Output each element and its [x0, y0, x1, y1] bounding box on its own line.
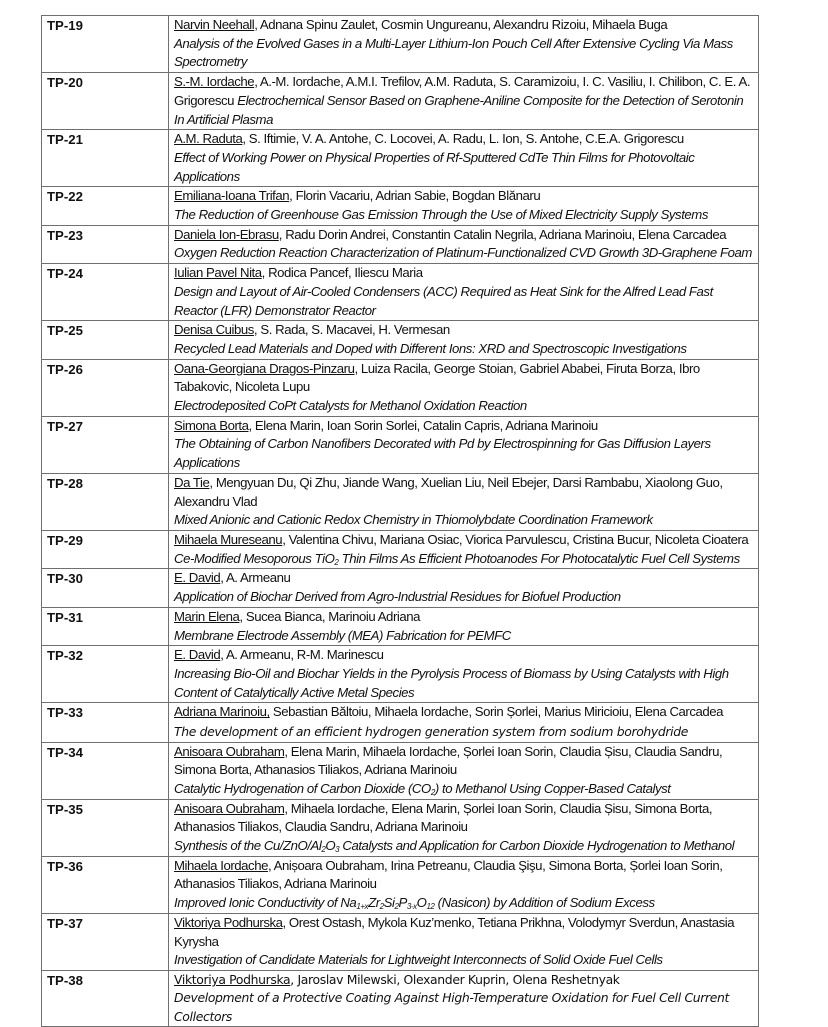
paper-details — [169, 264, 759, 321]
coauthors: , Jaroslav Milewski, Olexander Kuprin, Olena Reshetnyak — [290, 971, 620, 987]
paper-title: The Reduction of Greenhouse Gas Emission Through the Use of Mixed Electricity Supply Systems — [174, 207, 708, 223]
coauthors: Luiza Racila, George Stoian, Gabriel Ababei, Firuta Borza, Ibro Tabakovic, Nicoleta Lupu — [174, 360, 700, 395]
paper-id: TP-25 — [42, 321, 169, 359]
lead-author: Viktoriya Podhurska — [174, 971, 291, 987]
paper-details — [169, 970, 759, 1026]
paper-details — [169, 646, 759, 703]
lead-author: Iulian Pavel Nita — [174, 265, 262, 281]
coauthors: , Mihaela Iordache, Elena Marin, Șorlei Ioan Sorin, Claudia Șisu, Simona Borta, Athanasios Tiliakos, Claudia Sandru, Adriana Marinoiu — [174, 800, 713, 835]
paper-id: TP-31 — [42, 607, 169, 645]
lead-author: Mihaela Iordache — [174, 857, 268, 873]
paper-details — [169, 321, 759, 359]
lead-author: Emiliana-Ioana Trifan — [174, 188, 290, 204]
lead-author: E. David — [174, 570, 221, 586]
coauthors: , Mengyuan Du, Qi Zhu, Jiande Wang, Xuelian Liu, Neil Ebejer, Darsi Rambabu, Xiaolong Guo, Alexandru Vlad — [174, 474, 723, 509]
table-row — [42, 225, 759, 263]
lead-author: A.M. Raduta — [174, 131, 243, 147]
paper-title: Effect of Working Power on Physical Properties of Rf-Sputtered CdTe Thin Films for Photovoltaic Applications — [174, 149, 695, 184]
paper-id: TP-28 — [42, 473, 169, 530]
paper-details — [169, 530, 759, 568]
coauthors: , A.-M. Iordache, A.M.I. Trefilov, A.M. Raduta, S. Caramizoiu, I. C. Vasiliu, I. Chilibon, C. E. A. Grigorescu — [174, 74, 751, 108]
coauthors: , A. Armeanu — [220, 570, 291, 586]
lead-author: Da Tie — [174, 474, 210, 490]
table-row — [42, 607, 759, 645]
table-row — [42, 913, 759, 970]
lead-author: S.-M. Iordache — [174, 74, 255, 90]
paper-details — [169, 799, 759, 856]
paper-title: Synthesis of the $Cu/ZnO/Al_2O_3$ Catalysts and Application for Carbon Dioxide Hydrogenation to Methanol — [174, 838, 735, 855]
paper-title: Recycled Lead Materials and Doped with Different Ions: XRD and Spectroscopic Investigations — [174, 340, 687, 356]
table-row — [42, 856, 759, 913]
coauthors: , Radu Dorin Andrei, Constantin Catalin Negrila, Adriana Marinoiu, Elena Carcadea — [278, 226, 727, 242]
table-row — [42, 73, 759, 130]
lead-author: E. David — [174, 647, 221, 663]
coauthors: , Valentina Chivu, Mariana Osiac, Viorica Parvulescu, Cristina Bucur, Nicoleta Cioatera — [282, 531, 749, 547]
lead-author: Anisoara Oubraham — [174, 743, 285, 759]
lead-author: Narvin Neehall — [174, 17, 255, 32]
paper-details — [169, 607, 759, 645]
paper-id: TP-33 — [42, 703, 169, 742]
lead-author: Oana-Georgiana Dragos-Pinzaru, — [174, 360, 358, 376]
paper-title: Electrochemical Sensor Based on Graphene-Aniline Composite for the Detection of Serotonin In Artificial Plasma — [174, 92, 744, 127]
paper-details — [169, 73, 759, 130]
paper-details — [169, 856, 759, 913]
paper-id: TP-22 — [42, 187, 169, 225]
table-row — [42, 703, 759, 742]
paper-details — [169, 703, 759, 742]
paper-title: Oxygen Reduction Reaction Characterization of Platinum-Functionalized CVD Growth 3D-Graphene Foam — [174, 245, 752, 261]
paper-id: TP-36 — [42, 856, 169, 913]
paper-id: TP-29 — [42, 530, 169, 568]
paper-details — [169, 742, 759, 799]
paper-id: TP-30 — [42, 569, 169, 607]
table-row — [42, 970, 759, 1026]
table-row — [42, 742, 759, 799]
coauthors: , Orest Ostash, Mykola Kuz’menko, Tetiana Prikhna, Volodymyr Sverdun, Anastasia Kyrysha — [174, 914, 735, 949]
paper-title: Electrodeposited CoPt Catalysts for Methanol Oxidation Reaction — [174, 398, 527, 414]
paper-id: TP-24 — [42, 264, 169, 321]
table-row — [42, 416, 759, 473]
table-row — [42, 569, 759, 607]
lead-author: Anisoara Oubraham — [174, 800, 285, 816]
coauthors: , A. Armeanu, R-M. Marinescu — [220, 647, 384, 663]
table-row — [42, 530, 759, 568]
paper-details — [169, 187, 759, 225]
coauthors: , S. Iftimie, V. A. Antohe, C. Locovei, A. Radu, L. Ion, S. Antohe, C.E.A. Grigorescu — [242, 131, 684, 147]
paper-details — [169, 225, 759, 263]
paper-id: TP-27 — [42, 416, 169, 473]
paper-id: TP-34 — [42, 742, 169, 799]
paper-title: Analysis of the Evolved Gases in a Multi-Layer Lithium-Ion Pouch Cell After Extensive Cycling Via Mass Spectrometry — [174, 35, 733, 70]
lead-author: Viktoriya Podhurska — [174, 914, 283, 930]
coauthors: , Elena Marin, Ioan Sorin Sorlei, Catalin Capris, Adriana Marinoiu — [248, 417, 598, 433]
paper-title: Application of Biochar Derived from Agro-Industrial Residues for Biofuel Production — [174, 589, 621, 605]
paper-title: Catalytic Hydrogenation of Carbon Dioxide $(CO_2)$ to Methanol Using Copper-Based Catalyst — [174, 780, 671, 797]
paper-title: Ce-Modified Mesoporous TiO$_2$ Thin Films As Efficient Photoanodes For Photocatalytic Fuel Cell Systems — [174, 550, 740, 567]
table-row — [42, 799, 759, 856]
paper-title: The development of an efficient hydrogen generation system from sodium borohydride — [174, 724, 689, 740]
paper-id: TP-32 — [42, 646, 169, 703]
coauthors: , Rodica Pancef, Iliescu Maria — [261, 265, 423, 281]
coauthors: , Florin Vacariu, Adrian Sabie, Bogdan Blănaru — [289, 188, 541, 204]
paper-id: TP-26 — [42, 359, 169, 416]
coauthors: , Elena Marin, Mihaela Iordache, Șorlei Ioan Sorin, Claudia Șisu, Claudia Sandru, Simona Borta, Athanasios Tiliakos, Adriana Marinoiu — [174, 743, 723, 778]
table-row — [42, 646, 759, 703]
lead-author: Simona Borta — [174, 417, 249, 433]
paper-id: TP-37 — [42, 913, 169, 970]
table-row — [42, 359, 759, 416]
program-page — [41, 15, 759, 1027]
paper-details — [169, 913, 759, 970]
paper-title: The Obtaining of Carbon Nanofibers Decorated with Pd by Electrospinning for Gas Diffusion Layers Applications — [174, 436, 711, 471]
paper-id: TP-20 — [42, 73, 169, 130]
lead-author: Mihaela Mureseanu — [174, 531, 283, 547]
lead-author: Marin Elena — [174, 608, 240, 624]
paper-title: Increasing Bio-Oil and Biochar Yields in the Pyrolysis Process of Biomass by Using Catalysts with High Content of Catalytically Active Metal Species — [174, 665, 729, 700]
table-row — [42, 16, 759, 73]
paper-id: TP-23 — [42, 225, 169, 263]
table-row — [42, 130, 759, 187]
paper-title: Membrane Electrode Assembly (MEA) Fabrication for PEMFC — [174, 627, 511, 643]
paper-title: Investigation of Candidate Materials for Lightweight Interconnects of Solid Oxide Fuel Cells — [174, 952, 663, 968]
coauthors: , Anișoara Oubraham, Irina Petreanu, Claudia Şişu, Simona Borta, Șorlei Ioan Sorin, Athanasios Tiliakos, Adriana Marinoiu — [174, 857, 723, 892]
coauthors: , S. Rada, S. Macavei, H. Vermesan — [253, 322, 450, 338]
paper-details — [169, 359, 759, 416]
paper-id: TP-38 — [42, 970, 169, 1026]
paper-id: TP-35 — [42, 799, 169, 856]
paper-title: Design and Layout of Air-Cooled Condensers (ACC) Required as Heat Sink for the Alfred Lead Fast Reactor (LFR) Demonstrator Reactor — [174, 283, 713, 318]
paper-details — [169, 473, 759, 530]
paper-details — [169, 416, 759, 473]
paper-details — [169, 569, 759, 607]
paper-details — [169, 16, 759, 73]
lead-author: Adriana Marinoiu, — [174, 704, 270, 720]
paper-title: Mixed Anionic and Cationic Redox Chemistry in Thiomolybdate Coordination Framework — [174, 512, 653, 528]
coauthors: , Adnana Spinu Zaulet, Cosmin Ungureanu, Alexandru Rizoiu, Mihaela Buga — [254, 17, 668, 32]
paper-details — [169, 130, 759, 187]
paper-id: TP-21 — [42, 130, 169, 187]
paper-id: TP-19 — [42, 16, 169, 73]
poster-session-table — [41, 15, 759, 1027]
table-row — [42, 187, 759, 225]
table-row — [42, 473, 759, 530]
lead-author: Daniela Ion-Ebrasu — [174, 226, 279, 242]
paper-title: Improved Ionic Conductivity of $Na_{1+x}Zr_2Si_2P_{3-x}O_{12}$ (Nasicon) by Addition of Sodium Excess — [174, 895, 655, 912]
lead-author: Denisa Cuibus — [174, 322, 254, 338]
coauthors: , Sucea Bianca, Marinoiu Adriana — [239, 608, 421, 624]
paper-title: Development of a Protective Coating Against High-Temperature Oxidation for Fuel Cell Current Collectors — [174, 990, 730, 1024]
table-row — [42, 321, 759, 359]
table-row — [42, 264, 759, 321]
coauthors: Sebastian Băltoiu, Mihaela Iordache, Sorin Șorlei, Marius Miricioiu, Elena Carcadea — [269, 704, 724, 720]
